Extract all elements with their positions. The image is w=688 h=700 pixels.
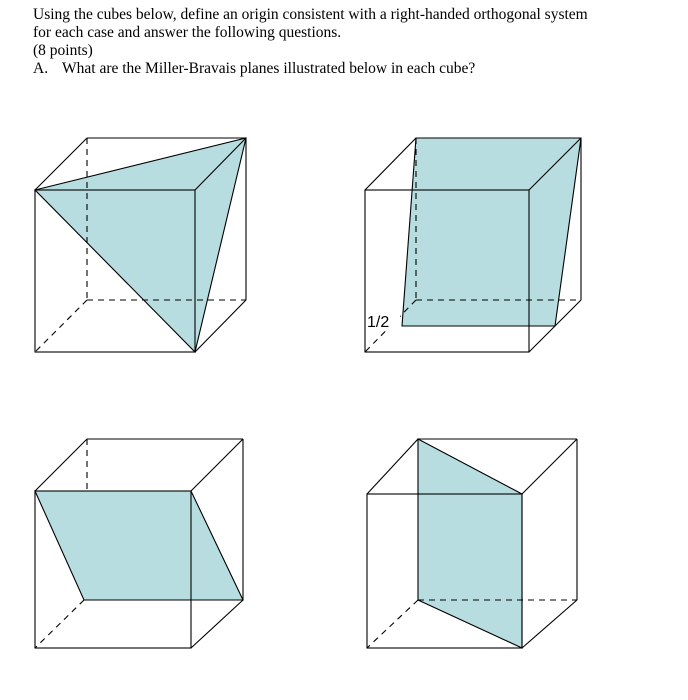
cube-4-edge <box>522 439 577 494</box>
cube-4-edge <box>522 600 577 648</box>
question-line-1: Using the cubes below, define an origin consistent with a right-handed orthogonal system <box>33 6 588 23</box>
part-a-text: What are the Miller-Bravais planes illustrated below in each cube? <box>62 60 476 77</box>
part-a-letter: A. <box>33 60 49 77</box>
question-points: (8 points) <box>33 42 93 59</box>
cube-4-hidden-edge <box>367 600 418 648</box>
cube-2-label: 1/2 <box>367 314 390 331</box>
cube-4-plane <box>418 439 522 648</box>
question-line-2: for each case and answer the following questions. <box>33 24 342 41</box>
cube-4-edge <box>367 439 418 494</box>
